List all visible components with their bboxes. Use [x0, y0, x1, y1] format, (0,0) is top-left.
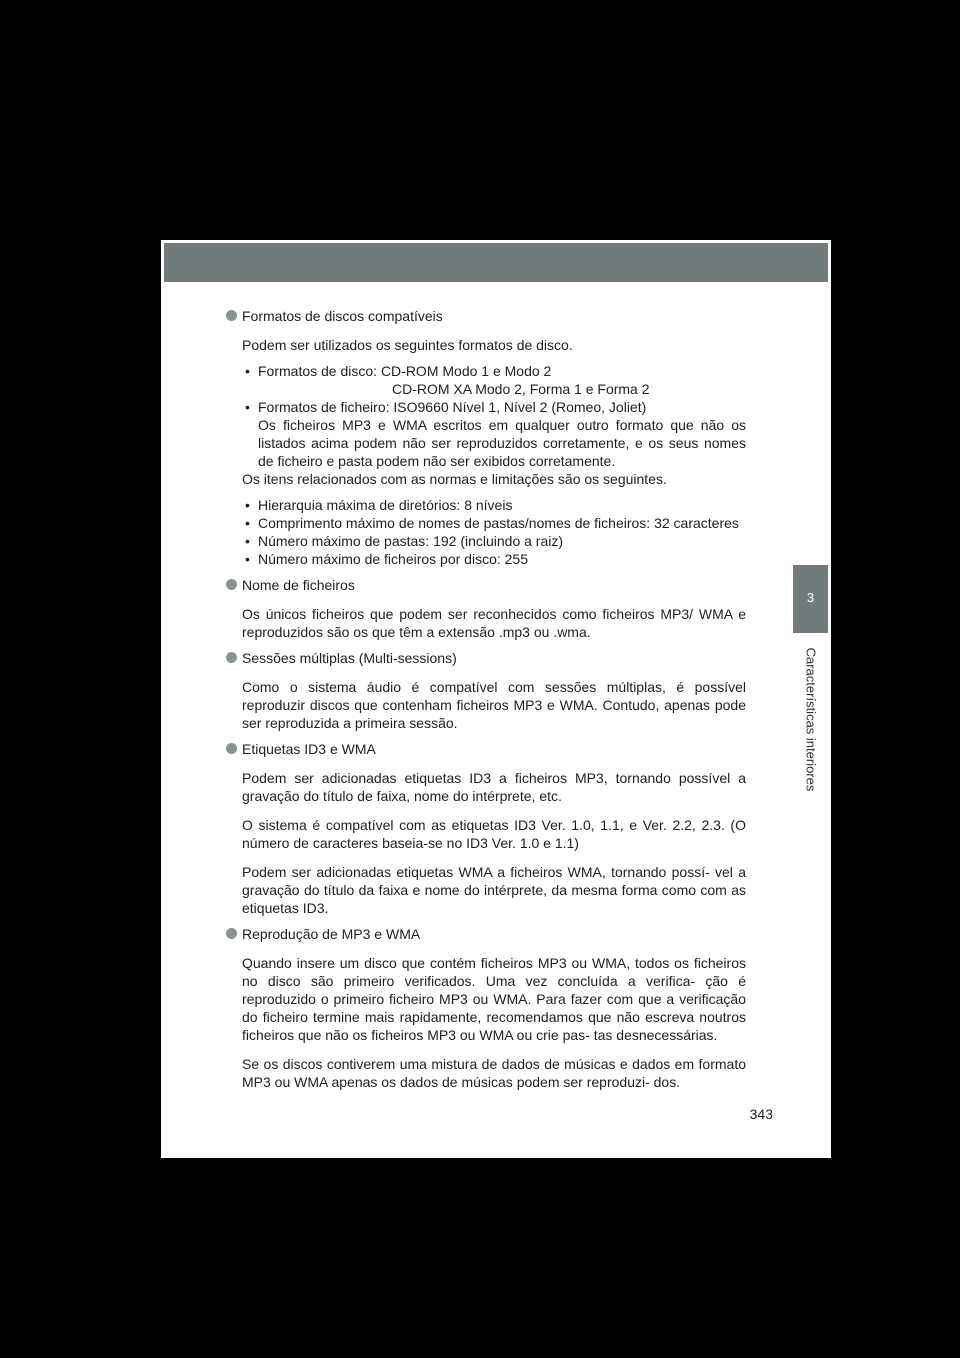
list-item-text: Formatos de ficheiro: ISO9660 Nível 1, Nível 2 (Romeo, Joliet) [258, 399, 647, 415]
paragraph: Podem ser adicionadas etiquetas WMA a ficheiros WMA, tornando possí- vel a gravação do título da faixa e nome do intérprete, da mesma forma como com as etiquetas ID3. [242, 864, 746, 916]
section-sessoes [226, 649, 746, 732]
list-item: • Número máximo de ficheiros por disco: 255 [242, 550, 746, 568]
section-heading-text: Formatos de discos compatíveis [242, 308, 443, 324]
section-heading [226, 925, 746, 943]
section-heading-text: Reprodução de MP3 e WMA [242, 926, 421, 942]
bullet-dot-icon [226, 310, 237, 321]
section-reproducao [226, 925, 746, 1091]
bullet-dot-icon [226, 652, 237, 663]
format-list [242, 362, 746, 470]
page-content [226, 307, 746, 1091]
section-formatos [226, 307, 746, 568]
paragraph: Quando insere um disco que contém ficheiros MP3 ou WMA, todos os ficheiros no disco são primeiro verificados. Uma vez concluída a verifica- ção é reproduzido o primeiro ficheiro MP3 ou WMA. Para fazer com que a verificação do ficheiro termine mais rapidamente, recomendamos que não escreva noutros ficheiros que não os ficheiros MP3 ou WMA ou crie pas- tas desnecessárias. [242, 955, 746, 1043]
bullet-dot-icon [226, 928, 237, 939]
section-heading-text: Sessões múltiplas (Multi-sessions) [242, 650, 457, 666]
list-item [242, 362, 746, 398]
section-heading-text: Nome de ficheiros [242, 577, 355, 593]
paragraph: Podem ser utilizados os seguintes formatos de disco. [242, 337, 573, 353]
paragraph: Os únicos ficheiros que podem ser reconhecidos como ficheiros MP3/ WMA e reproduzidos são os que têm a extensão .mp3 ou .wma. [242, 606, 746, 640]
section-heading [226, 740, 746, 758]
list-item-continuation: Os ficheiros MP3 e WMA escritos em qualquer outro formato que não os listados acima podem não ser reproduzidos corretamente, e os seus nomes de ficheiro e pasta podem não ser exibidos corretamente. [258, 417, 746, 469]
manual-page [161, 240, 831, 1158]
list-item-continuation: CD-ROM XA Modo 2, Forma 1 e Forma 2 [392, 381, 650, 397]
list-item-text: Formatos de disco: CD-ROM Modo 1 e Modo 2 [258, 363, 552, 379]
bullet-dot-icon [226, 579, 237, 590]
list-item: • Hierarquia máxima de diretórios: 8 níveis [242, 496, 746, 514]
header-bar [164, 243, 828, 282]
section-heading [226, 649, 746, 667]
section-heading [226, 307, 746, 325]
list-item: • Comprimento máximo de nomes de pastas/nomes de ficheiros: 32 caracteres [242, 514, 746, 532]
bullet-dot-icon [226, 743, 237, 754]
chapter-title: Características interiores [803, 647, 819, 791]
section-heading [226, 576, 746, 594]
chapter-tab [793, 565, 828, 633]
chapter-number: 3 [806, 590, 815, 605]
paragraph: O sistema é compatível com as etiquetas ID3 Ver. 1.0, 1.1, e Ver. 2.2, 2.3. (O número de caracteres baseia-se no ID3 Ver. 1.0 e 1.1) [242, 817, 746, 851]
chapter-title-vertical [780, 633, 842, 805]
limits-list [242, 496, 746, 568]
page-number: 343 [749, 1106, 773, 1122]
paragraph: Podem ser adicionadas etiquetas ID3 a ficheiros MP3, tornando possível a gravação do título de faixa, nome do intérprete, etc. [242, 770, 746, 804]
paragraph: Os itens relacionados com as normas e limitações são os seguintes. [242, 471, 667, 487]
section-etiquetas [226, 740, 746, 917]
section-nome-ficheiros [226, 576, 746, 641]
list-item [242, 398, 746, 470]
paragraph: Como o sistema áudio é compatível com sessões múltiplas, é possível reproduzir discos que contenham ficheiros MP3 e WMA. Contudo, apenas pode ser reproduzida a primeira sessão. [242, 679, 746, 731]
list-item: • Número máximo de pastas: 192 (incluindo a raiz) [242, 532, 746, 550]
paragraph: Se os discos contiverem uma mistura de dados de músicas e dados em formato MP3 ou WMA apenas os dados de músicas podem ser reproduzi- dos. [242, 1056, 746, 1090]
section-heading-text: Etiquetas ID3 e WMA [242, 741, 376, 757]
